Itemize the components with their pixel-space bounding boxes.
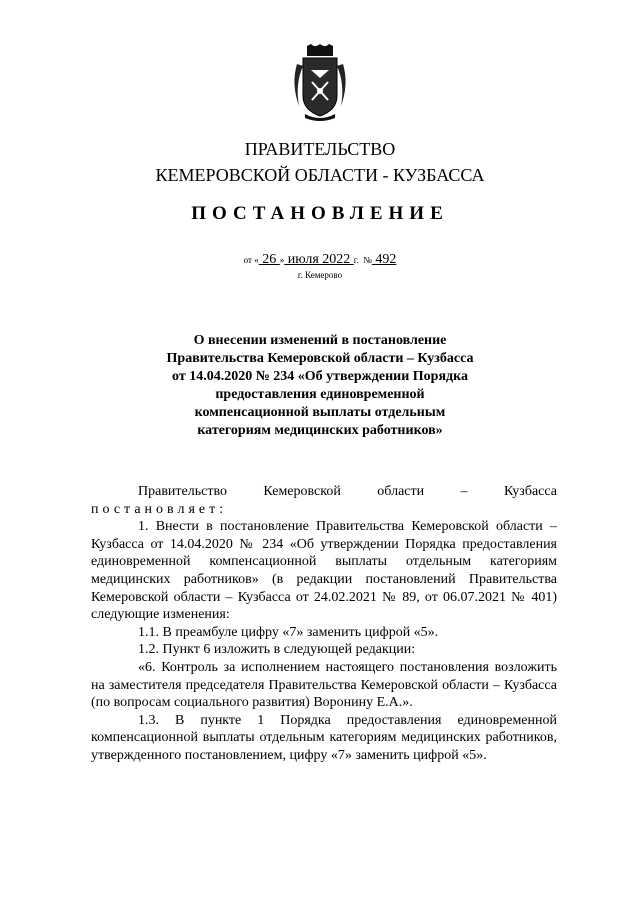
government-name-line1: ПРАВИТЕЛЬСТВО <box>244 139 396 159</box>
subject-line: от 14.04.2020 № 234 «Об утверждении Порядка <box>172 369 468 384</box>
paragraph-1-2: 1.2. Пункт 6 изложить в следующей редакции: <box>138 642 416 658</box>
number-prefix: № <box>363 255 372 265</box>
resolves-word: постановляет: <box>91 501 228 517</box>
paragraph-1-3: 1.3. В пункте 1 Порядка предоставления единовременной компенсационной выплаты отдельным категориям медицинских работников, утвержденного постановлением, цифру «7» заменить цифрой «5». <box>91 712 557 763</box>
subject-line: категориям медицинских работников» <box>197 423 443 438</box>
date-month-year: июля 2022 <box>284 252 354 267</box>
document-number: 492 <box>371 252 397 267</box>
document-city: г. Кемерово <box>297 270 343 280</box>
subject-line: О внесении изменений в постановление <box>193 333 447 348</box>
subject-line: компенсационной выплаты отдельным <box>194 405 446 420</box>
subject-line: Правительства Кемеровской области – Кузбасса <box>166 351 474 366</box>
government-name-line2: КЕМЕРОВСКОЙ ОБЛАСТИ - КУЗБАССА <box>155 165 485 185</box>
paragraph-1-2-quote: «6. Контроль за исполнением настоящего постановления возложить на заместителя председателя Правительства Кемеровской области – Кузбасса (по вопросам социального развития) Воронину Е.А.». <box>91 659 557 711</box>
subject-line: предоставления единовременной <box>215 387 425 402</box>
date-day: 26 <box>258 252 280 267</box>
document-body <box>91 483 557 765</box>
date-year-suffix: г. <box>353 255 359 265</box>
document-subject <box>140 332 500 440</box>
paragraph-1: 1. Внести в постановление Правительства Кемеровской области – Кузбасса от 14.04.2020 № 234 «Об утверждении Порядка предоставления единовременной компенсационной выплаты отдельным категориям медицинских работников» (в редакции постановлений Правительства Кемеровской области – Кузбасса от 24.02.2021 № 89, от 06.07.2021 № 401) следующие изменения: <box>91 519 557 623</box>
date-day-close: » <box>279 255 285 265</box>
paragraph-1-1: 1.1. В преамбуле цифру «7» заменить цифрой «5». <box>138 624 439 640</box>
coat-of-arms-emblem <box>291 44 349 122</box>
intro-paragraph: Правительство Кемеровской области – Кузбасса <box>138 484 557 499</box>
document-date-number <box>0 252 640 268</box>
date-prefix: от « <box>243 255 259 265</box>
document-type-title: ПОСТАНОВЛЕНИЕ <box>191 203 449 224</box>
